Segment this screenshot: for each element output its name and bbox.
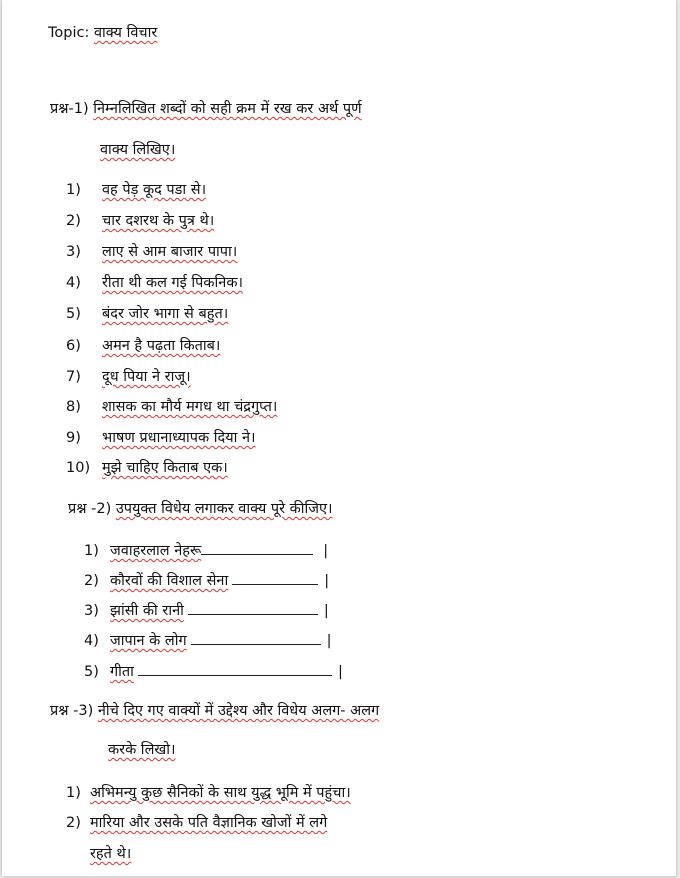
answer-blank (188, 600, 318, 615)
end-mark: | (326, 633, 332, 649)
end-mark: | (324, 573, 330, 589)
q3-text: नीचे दिए गए वाक्यों में उद्देश्य और विधेय अलग- अलग (97, 703, 380, 719)
q1-item (66, 367, 191, 387)
item-number: 8) (66, 399, 81, 415)
item-number: 10) (66, 460, 91, 476)
q1-item (66, 304, 228, 324)
topic-label: Topic: (48, 25, 90, 41)
item-text: मारिया और उसके पति वैज्ञानिक खोजों में लगे (90, 815, 328, 831)
item-text: भाषण प्रधानाध्यापक दिया ने। (102, 430, 256, 446)
item-text: गीता (110, 664, 134, 680)
q1-item (66, 397, 277, 417)
item-text: वह पेड़ कूद पडा से। (102, 182, 207, 198)
topic-value: वाक्य विचार (93, 25, 158, 41)
q1-item (66, 242, 237, 262)
q1-heading (50, 99, 362, 119)
answer-blank (191, 630, 321, 645)
q3-item (66, 813, 327, 833)
q1-item (66, 273, 243, 293)
q3-text-continued: करके लिखो। (108, 742, 176, 758)
q2-label: प्रश्न -2) (68, 501, 112, 517)
q2-item (84, 661, 343, 682)
item-text: जापान के लोग (110, 633, 187, 649)
item-text: अमन है पढ़ता किताब। (102, 338, 221, 354)
end-mark: | (337, 664, 343, 680)
item-text: जवाहरलाल नेहरू (110, 543, 202, 559)
q2-text: उपयुक्त विधेय लगाकर वाक्य पूरे कीजिए। (115, 501, 333, 517)
worksheet-page (2, 0, 676, 876)
topic-line (48, 23, 157, 43)
q1-label: प्रश्न-1) (50, 101, 89, 117)
item-number: 1) (66, 785, 81, 801)
item-number: 2) (66, 213, 81, 229)
answer-blank (138, 661, 332, 676)
q2-item (84, 630, 332, 651)
q2-item (84, 570, 329, 591)
item-text: बंदर जोर भागा से बहुत। (102, 306, 229, 322)
item-text: झांसी की रानी (110, 603, 184, 619)
item-number: 2) (66, 815, 81, 831)
item-number: 7) (66, 369, 81, 385)
item-number: 3) (66, 244, 81, 260)
q3-label: प्रश्न -3) (50, 703, 94, 719)
q1-text: निम्नलिखित शब्दों को सही क्रम में रख कर अर्थ पूर्ण (93, 101, 362, 117)
item-number: 1) (84, 543, 99, 559)
item-number: 4) (84, 633, 99, 649)
answer-blank (232, 570, 318, 585)
item-number: 3) (84, 603, 99, 619)
end-mark: | (323, 543, 329, 559)
item-text: चार दशरथ के पुत्र थे। (102, 213, 215, 229)
item-number: 9) (66, 430, 81, 446)
q2-item (84, 600, 329, 621)
q1-item (66, 211, 214, 231)
item-number: 4) (66, 275, 81, 291)
q3-item-continued: रहते थे। (90, 846, 132, 862)
item-number: 5) (84, 664, 99, 680)
q1-text-continued: वाक्य लिखिए। (100, 142, 176, 158)
q1-item (66, 336, 220, 356)
q3-item (66, 783, 351, 803)
item-text: कौरवों की विशाल सेना (110, 573, 229, 589)
item-text: शासक का मौर्य मगध था चंद्रगुप्त। (102, 399, 278, 415)
item-number: 1) (66, 182, 81, 198)
q3-heading (50, 701, 379, 721)
answer-blank (201, 540, 313, 555)
item-text: रीता थी कल गई पिकनिक। (102, 275, 243, 291)
item-text: दूध पिया ने राजू। (102, 369, 191, 385)
item-number: 2) (84, 573, 99, 589)
q1-item (66, 458, 228, 478)
q1-item (66, 180, 206, 200)
end-mark: | (323, 603, 329, 619)
item-text: मुझे चाहिए किताब एक। (102, 460, 228, 476)
q1-item (66, 428, 256, 448)
q2-heading (68, 499, 333, 519)
q2-item (84, 540, 328, 561)
item-text: लाए से आम बाजार पापा। (102, 244, 238, 260)
item-number: 5) (66, 306, 81, 322)
item-number: 6) (66, 338, 81, 354)
item-text: अभिमन्यु कुछ सैनिकों के साथ युद्ध भूमि में पहुंचा। (90, 785, 351, 801)
